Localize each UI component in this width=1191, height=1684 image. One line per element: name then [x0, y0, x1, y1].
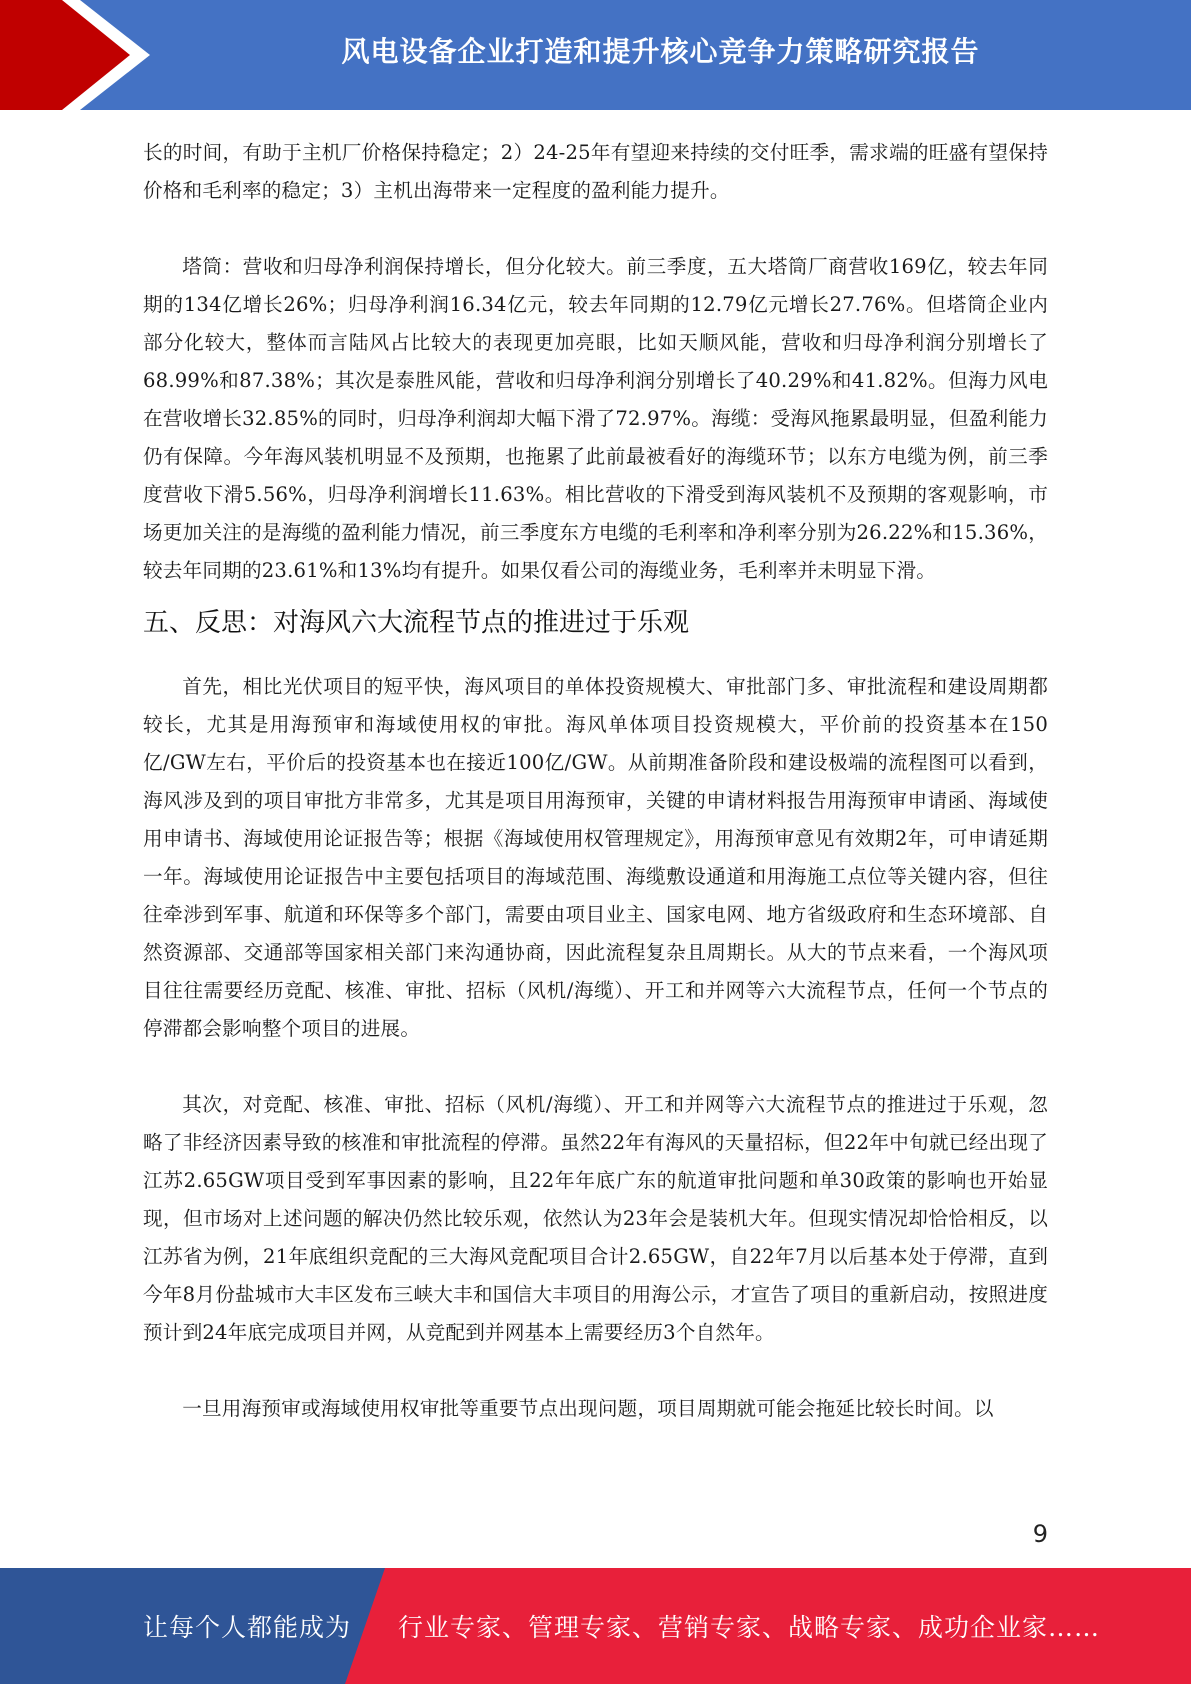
report-title: 风电设备企业打造和提升核心竞争力策略研究报告 [341, 35, 980, 68]
page-header [0, 0, 1191, 110]
paragraph-continued: 长的时间，有助于主机厂价格保持稳定；2）24-25年有望迎来持续的交付旺季，需求端的旺盛有望保持价格和毛利率的稳定；3）主机出海带来一定程度的盈利能力提升。 [143, 141, 1048, 202]
footer-slogan-right: 行业专家、管理专家、营销专家、战略专家、成功企业家…… [398, 1613, 1101, 1642]
paragraph-tower-cable: 塔筒：营收和归母净利润保持增长，但分化较大。前三季度，五大塔筒厂商营收169亿，较去年同期的134亿增长26%；归母净利润16.34亿元，较去年同期的12.79亿元增长27.76%。但塔筒企业内部分化较大，整体而言陆风占比较大的表现更加亮眼，比如天顺风能，营收和归母净利润分别增长了68.99%和87.38%；其次是泰胜风能，营收和归母净利润分别增长了40.29%和41.82%。但海力风电在营收增长32.85%的同时，归母净利润却大幅下滑了72.97%。海缆：受海风拖累最明显，但盈利能力仍有保障。今年海风装机明显不及预期，也拖累了此前最被看好的海缆环节；以东方电缆为例，前三季度营收下滑5.56%，归母净利润增长11.63%。相比营收的下滑受到海风装机不及预期的客观影响，市场更加关注的是海缆的盈利能力情况，前三季度东方电缆的毛利率和净利率分别为26.22%和15.36%，较去年同期的23.61%和13%均有提升。如果仅看公司的海缆业务，毛利率并未明显下滑。 [143, 255, 1048, 582]
section-heading: 五、反思：对海风六大流程节点的推进过于乐观 [143, 608, 690, 638]
page-footer [0, 1568, 1191, 1684]
paragraph-second: 其次，对竞配、核准、审批、招标（风机/海缆）、开工和并网等六大流程节点的推进过于乐观，忽略了非经济因素导致的核准和审批流程的停滞。虽然22年有海风的天量招标，但22年中旬就已经出现了江苏2.65GW项目受到军事因素的影响，且22年年底广东的航道审批问题和单30政策的影响也开始显现，但市场对上述问题的解决仍然比较乐观，依然认为23年会是装机大年。但现实情况却恰恰相反，以江苏省为例，21年底组织竞配的三大海风竞配项目合计2.65GW，自22年7月以后基本处于停滞，直到今年8月份盐城市大丰区发布三峡大丰和国信大丰项目的用海公示，才宣告了项目的重新启动，按照进度预计到24年底完成项目并网，从竞配到并网基本上需要经历3个自然年。 [143, 1093, 1048, 1344]
footer-slogan-left: 让每个人都能成为 [143, 1613, 352, 1642]
page-number: 9 [1032, 1520, 1048, 1548]
paragraph-first: 首先，相比光伏项目的短平快，海风项目的单体投资规模大、审批部门多、审批流程和建设周期都较长，尤其是用海预审和海域使用权的审批。海风单体项目投资规模大，平价前的投资基本在150亿/GW左右，平价后的投资基本也在接近100亿/GW。从前期准备阶段和建设极端的流程图可以看到，海风涉及到的项目审批方非常多，尤其是项目用海预审，关键的申请材料报告用海预审申请函、海域使用申请书、海域使用论证报告等；根据《海域使用权管理规定》，用海预审意见有效期2年，可申请延期一年。海域使用论证报告中主要包括项目的海域范围、海缆敷设通道和用海施工点位等关键内容，但往往牵涉到军事、航道和环保等多个部门，需要由项目业主、国家电网、地方省级政府和生态环境部、自然资源部、交通部等国家相关部门来沟通协商，因此流程复杂且周期长。从大的节点来看，一个海风项目往往需要经历竞配、核准、审批、招标（风机/海缆）、开工和并网等六大流程节点，任何一个节点的停滞都会影响整个项目的进展。 [143, 675, 1048, 1040]
header-arrow-decoration [0, 0, 160, 110]
page-content [143, 134, 1048, 1428]
paragraph-third: 一旦用海预审或海域使用权审批等重要节点出现问题，项目周期就可能会拖延比较长时间。以 [182, 1397, 994, 1420]
